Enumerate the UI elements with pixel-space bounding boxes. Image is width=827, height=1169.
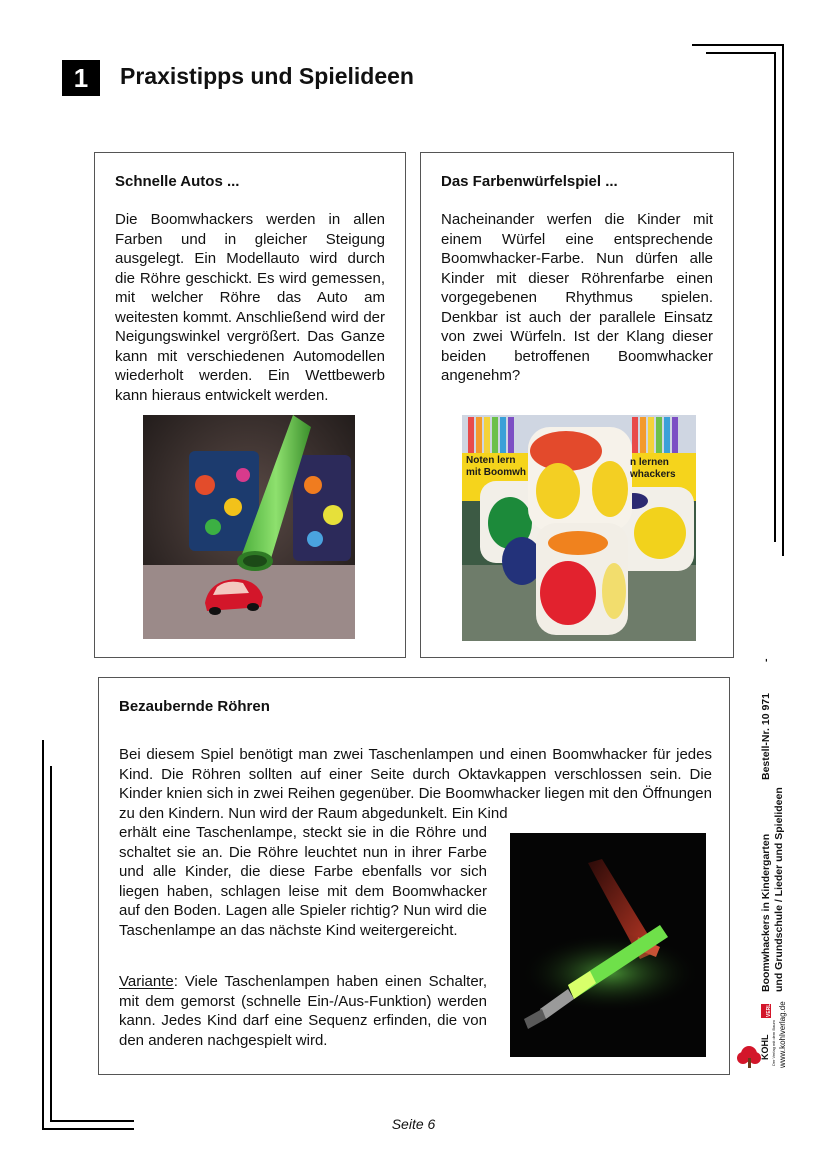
photo-sign-text-right — [630, 457, 676, 481]
frame-line-top-outer — [692, 44, 784, 46]
frame-line-top-inner — [706, 52, 776, 54]
side-separator: - — [760, 658, 772, 662]
page-number: Seite 6 — [391, 1116, 436, 1132]
box-text-full: Bei diesem Spiel benötigt man zwei Taschenlampen und einen Boomwhacker für jedes Kind. Die Röhren sollten auf einer Seite durch Oktavkappen verschlossen sein. Die Kinder knien sich in zwei Reihen gegenüber. Die Boomwhacker liegen mit den Öffnungen zu den Kindern. Nun wird der Raum abgedunkelt. Ein Kind — [119, 746, 712, 822]
book-title-line1: Boomwhackers in Kindergarten — [760, 833, 772, 992]
variant-paragraph — [119, 972, 487, 1050]
photo-car-tube — [143, 415, 355, 639]
frame-line-left-outer — [42, 740, 44, 1130]
photo-sign-text — [466, 455, 526, 479]
publisher-name: KOHL — [760, 1034, 770, 1060]
box-text-wrap: erhält eine Taschenlampe, steckt sie in die Röhre und schaltet sie an. Die Röhre leuchtet nun in ihrer Farbe und alle Kinder, die diese Farbe ebenfalls vor sich liegen haben, schlagen leise mit dem Boomwhacker auf den Boden. Lagen alle Spieler richtig? Nun wird die Taschenlampe an das nächste Kind weitergereicht. — [119, 824, 487, 939]
frame-line-right-outer — [782, 44, 784, 556]
box-color-dice-game — [420, 152, 734, 658]
photo-sign-line: mit Boomwh — [466, 467, 526, 478]
box-enchanting-tubes — [98, 677, 730, 1075]
box-fast-cars — [94, 152, 406, 658]
variant-label: Variante — [119, 973, 174, 990]
page-title: Praxistipps und Spielideen — [120, 63, 414, 89]
chapter-number: 1 — [62, 60, 100, 96]
box-title: Das Farbenwürfelspiel ... — [441, 173, 618, 190]
photo-sign-line: n lernen — [630, 457, 669, 468]
publisher-url: www.kohlverlag.de — [778, 1001, 787, 1068]
box-text: Die Boomwhackers werden in allen Farben und in gleicher Steigung ausgelegt. Ein Modellauto wird durch die Röhre geschickt. Es wird gemessen, mit welcher Röhre das Auto am weitesten kommt. Anschließend wird der Neigungswinkel vergrößert. Das Ganze kann mit verschiedenen Automodellen wiederholt werden. Ein Wettbewerb kann hieraus entwickelt werden. — [115, 211, 385, 404]
variant-text: : Viele Taschenlampen haben einen Schalter, mit dem gemorst (schnelle Ein-/Aus-Funktion) werden kann. Jedes Kind darf eine Sequenz erfinden, die von den anderen nachgespielt wird. — [119, 973, 487, 1049]
frame-line-right-inner — [774, 52, 776, 542]
publisher-logo — [737, 996, 776, 1070]
photo-color-dice — [462, 415, 696, 641]
photo-sign-line: Noten lern — [466, 455, 516, 466]
box-text: Nacheinander werfen die Kinder mit einem Würfel eine entsprechende Boomwhacker-Farbe. Nun dürfen alle Kinder mit dieser Röhrenfarbe einen vorgegebenen Rhythmus spielen. Denkbar ist auch der parallele Einsatz von zwei Würfeln. Ist der Klang dieser beiden betroffenen Boomwhacker angenehm? — [441, 211, 713, 384]
photo-glowing-tubes — [510, 833, 706, 1057]
box-title: Bezaubernde Röhren — [119, 698, 270, 715]
publisher-tag: VERLAG — [766, 996, 772, 1017]
book-title-line2: und Grundschule / Lieder und Spielideen — [773, 787, 785, 992]
box-title: Schnelle Autos ... — [115, 173, 240, 190]
frame-line-left-inner — [50, 766, 52, 1122]
publisher-slogan: Der Verlag mit dem Baum — [771, 1020, 776, 1066]
order-number: Bestell-Nr. 10 971 — [760, 693, 772, 780]
photo-sign-line: whackers — [630, 469, 676, 480]
